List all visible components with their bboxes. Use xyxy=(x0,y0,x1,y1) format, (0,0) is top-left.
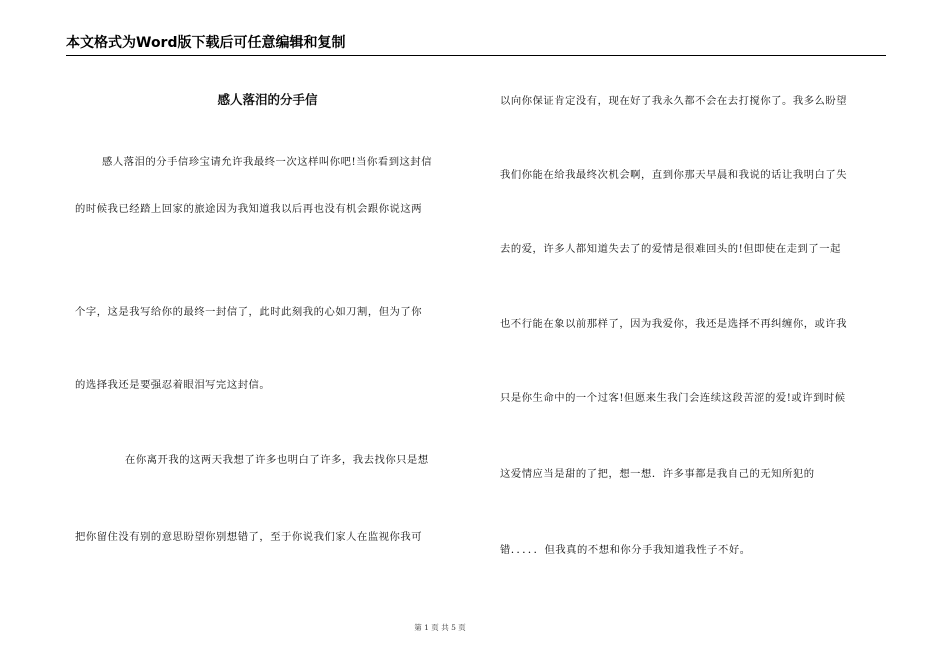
text-line: 错．．．．．但我真的不想和你分手我知道我性子不好。 xyxy=(500,544,751,556)
text-line: 只是你生命中的一个过客!但愿来生我门会连续这段苦涩的爱!或许到时候 xyxy=(500,392,846,404)
text-line: 在你离开我的这两天我想了许多也明白了许多，我去找你只是想 xyxy=(125,454,429,466)
text-line: 以向你保证肯定没有，现在好了我永久都不会在去打搅你了。我多么盼望 xyxy=(500,95,848,107)
text-line: 我们你能在给我最终次机会啊，直到你那天早晨和我说的话让我明白了失 xyxy=(500,169,848,181)
header-divider xyxy=(66,55,886,56)
text-line: 的选择我还是要强忍着眼泪写完这封信。 xyxy=(75,379,271,391)
page-header xyxy=(66,33,886,55)
text-line: 个字，这是我写给你的最终一封信了，此时此刻我的心如刀割，但为了你 xyxy=(75,306,423,318)
text-line: 去的爱，许多人都知道失去了的爱情是很难回头的!但即使在走到了一起 xyxy=(500,243,841,255)
text-line: 这爱情应当是甜的了把，想一想．许多事都是我自己的无知所犯的 xyxy=(500,468,815,480)
text-line: 的时候我已经踏上回家的旅途因为我知道我以后再也没有机会跟你说这两 xyxy=(75,203,423,215)
text-line: 把你留住没有别的意思盼望你别想错了，至于你说我们家人在监视你我可 xyxy=(75,531,423,543)
header-title: 本文格式为Word版下载后可任意编辑和复制 xyxy=(66,35,346,51)
document-title: 感人落泪的分手信 xyxy=(217,92,318,107)
page-number: 第 1 页 共 5 页 xyxy=(414,623,466,632)
text-line: 感人落泪的分手信珍宝请允许我最终一次这样叫你吧!当你看到这封信 xyxy=(102,156,433,168)
text-line: 也不行能在象以前那样了，因为我爱你，我还是选择不再纠缠你，或许我 xyxy=(500,318,848,330)
